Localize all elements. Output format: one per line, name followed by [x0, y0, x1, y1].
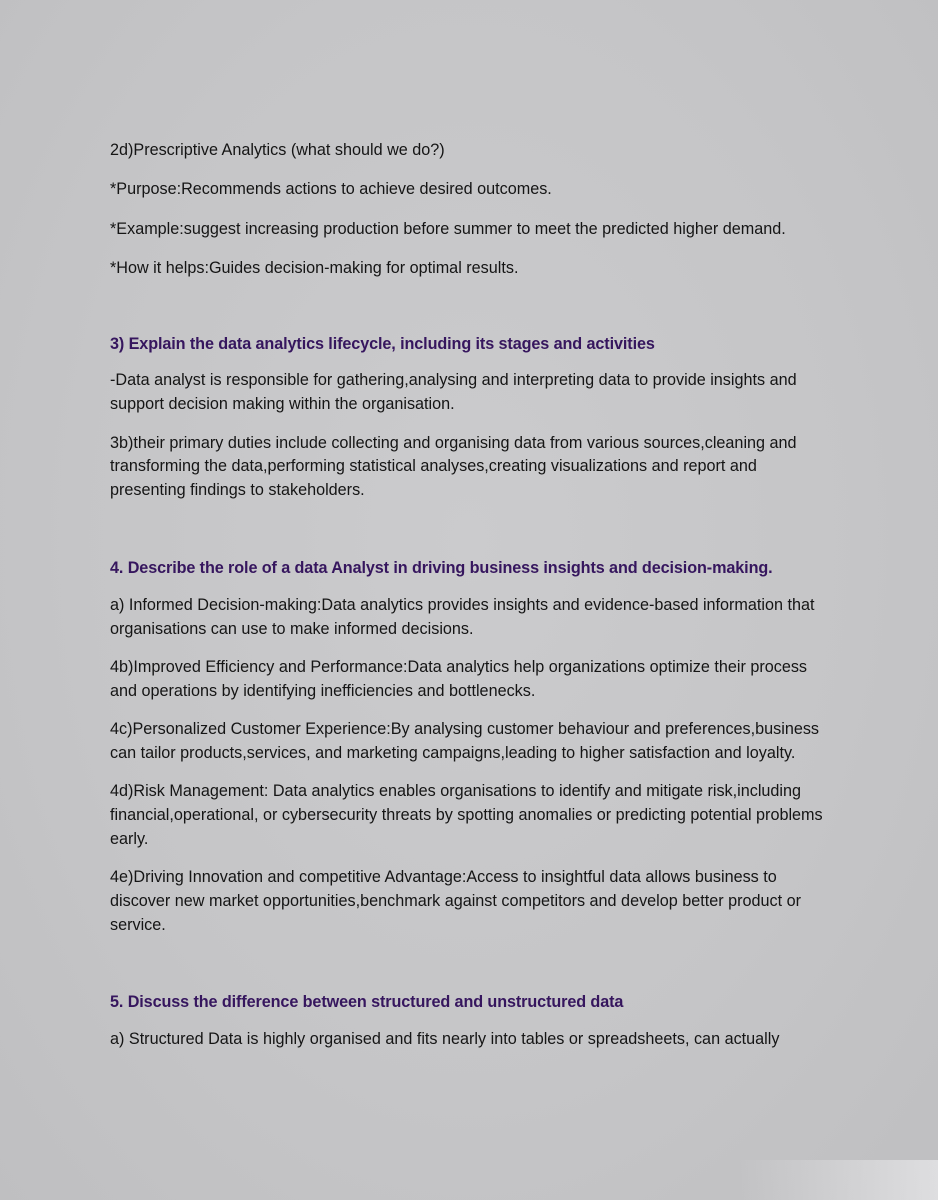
section-4-item-e: 4e)Driving Innovation and competitive Advantage:Access to insightful data allows business to discover new market opportunities,benchmark against competitors and develop better product or service. [110, 867, 802, 934]
section-4-item-c: 4c)Personalized Customer Experience:By analysing customer behaviour and preferences,business can tailor products,services, and marketing campaigns,leading to higher satisfaction and loyalty. [110, 719, 820, 762]
section-4-item-b: 4b)Improved Efficiency and Performance:Data analytics help organizations optimize their process and operations by identifying inefficiencies and bottlenecks. [110, 657, 808, 700]
section-3-heading: 3) Explain the data analytics lifecycle, including its stages and activities [110, 334, 655, 353]
section-5-heading: 5. Discuss the difference between structured and unstructured data [110, 993, 624, 1012]
section-4-item-d: 4d)Risk Management: Data analytics enables organisations to identify and mitigate risk,including financial,operational, or cybersecurity threats by spotting anomalies or predicting potential problems early. [110, 782, 823, 848]
page-corner-shading [738, 1160, 938, 1200]
section-3-paragraph-2: 3b)their primary duties include collecting and organising data from various sources,cleaning and transforming the data,performing statistical analyses,creating visualizations and report and presenting findings to stakeholders. [110, 433, 797, 500]
section-2d-purpose: *Purpose:Recommends actions to achieve desired outcomes. [110, 180, 552, 199]
section-3-paragraph-1: -Data analyst is responsible for gathering,analysing and interpreting data to provide insights and support decision making within the organisation. [110, 371, 797, 414]
section-2d-how: *How it helps:Guides decision-making for optimal results. [110, 258, 519, 277]
section-2d-title: 2d)Prescriptive Analytics (what should we do?) [110, 141, 445, 159]
document-body [110, 139, 830, 1052]
section-5-item-a: a) Structured Data is highly organised and fits nearly into tables or spreadsheets, can actually [110, 1030, 780, 1049]
section-4-item-a: a) Informed Decision-making:Data analytics provides insights and evidence-based information that organisations can use to make informed decisions. [110, 595, 815, 638]
section-4-heading: 4. Describe the role of a data Analyst in driving business insights and decision-making. [110, 558, 773, 577]
section-2d-example: *Example:suggest increasing production before summer to meet the predicted higher demand. [110, 219, 786, 238]
